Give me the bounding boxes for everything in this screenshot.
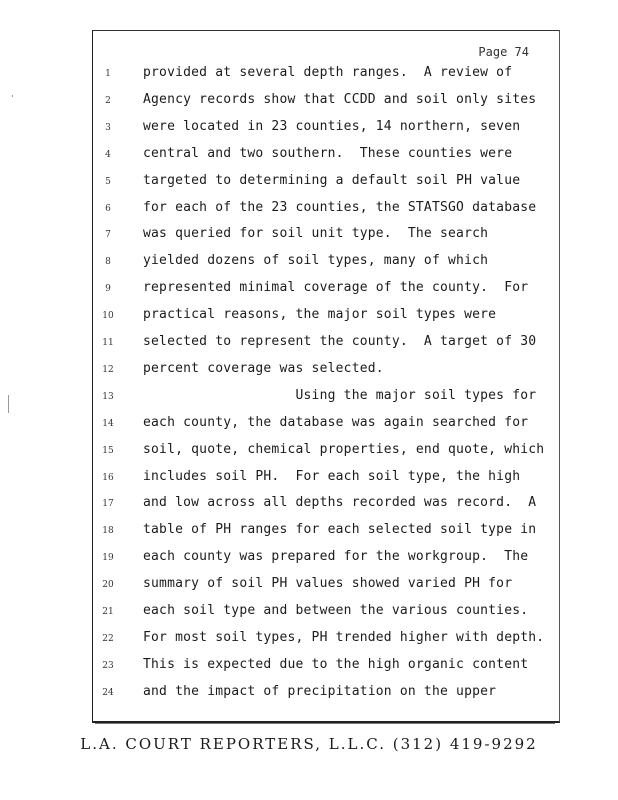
line-number: 21	[102, 607, 114, 617]
transcript-line	[93, 361, 559, 381]
line-number: 13	[102, 391, 114, 402]
transcript-line	[93, 469, 559, 489]
line-text: practical reasons, the major soil types were	[143, 307, 497, 323]
line-number: 24	[102, 687, 114, 698]
frame-bottom-rule	[95, 723, 555, 724]
transcript-page-frame	[92, 30, 560, 723]
line-text: summary of soil PH values showed varied PH for	[143, 576, 513, 592]
line-number: 10	[102, 311, 114, 322]
transcript-line	[93, 200, 559, 220]
line-text: targeted to determining a default soil PH value	[143, 172, 521, 188]
line-text: percent coverage was selected.	[143, 360, 384, 376]
line-number: 8	[105, 257, 111, 268]
line-number: 22	[102, 633, 114, 644]
scan-mark-top	[12, 95, 13, 97]
line-text: and low across all depths recorded was record. A	[143, 495, 537, 511]
line-text: For most soil types, PH trended higher with depth.	[143, 629, 545, 645]
transcript-line	[93, 334, 559, 354]
line-number: 12	[102, 364, 114, 375]
line-number: 15	[102, 445, 114, 456]
transcript-line	[93, 65, 559, 85]
transcript-line	[93, 684, 559, 704]
transcript-line	[93, 603, 559, 623]
line-text: for each of the 23 counties, the STATSGO database	[143, 199, 537, 215]
line-number: 14	[102, 418, 114, 429]
transcript-line	[93, 495, 559, 515]
transcript-line	[93, 253, 559, 273]
transcript-line	[93, 280, 559, 300]
line-number: 5	[105, 176, 111, 187]
transcript-line	[93, 226, 559, 246]
line-text: This is expected due to the high organic content	[143, 656, 529, 672]
line-text: yielded dozens of soil types, many of which	[143, 253, 489, 269]
line-text: were located in 23 counties, 14 northern, seven	[143, 118, 521, 134]
line-text: Using the major soil types for	[143, 387, 537, 403]
transcript-line	[93, 442, 559, 462]
transcript-line	[93, 173, 559, 193]
transcript-line	[93, 415, 559, 435]
line-text: each county was prepared for the workgroup. The	[143, 549, 529, 565]
line-number: 3	[105, 122, 111, 133]
transcript-line	[93, 576, 559, 596]
transcript-line	[93, 146, 559, 166]
court-reporter-footer: L.A. COURT REPORTERS, L.L.C. (312) 419-9292	[80, 735, 538, 753]
line-number: 6	[105, 203, 111, 214]
line-text: includes soil PH. For each soil type, the high	[143, 468, 521, 484]
line-number: 19	[102, 553, 114, 564]
line-number: 4	[105, 149, 111, 160]
transcript-line	[93, 630, 559, 650]
line-text: central and two southern. These counties were	[143, 145, 513, 161]
transcript-line	[93, 549, 559, 569]
line-number: 2	[105, 95, 111, 106]
transcript-line	[93, 119, 559, 139]
line-text: was queried for soil unit type. The search	[143, 226, 489, 242]
line-text: each county, the database was again searched for	[143, 414, 529, 430]
line-number: 16	[102, 472, 114, 483]
line-number: 11	[102, 338, 114, 348]
transcript-line	[93, 307, 559, 327]
line-text: and the impact of precipitation on the upper	[143, 683, 497, 699]
line-text: table of PH ranges for each selected soil type in	[143, 522, 537, 538]
line-number: 20	[102, 580, 114, 591]
line-number: 7	[105, 230, 111, 241]
line-number: 23	[102, 660, 114, 671]
page-number: Page 74	[478, 45, 529, 59]
transcript-line	[93, 657, 559, 677]
line-text: represented minimal coverage of the county. For	[143, 280, 529, 296]
transcript-line	[93, 522, 559, 542]
line-number: 9	[105, 284, 111, 295]
line-text: selected to represent the county. A target of 30	[143, 334, 537, 349]
line-text: each soil type and between the various counties.	[143, 603, 529, 618]
line-text: Agency records show that CCDD and soil only sites	[143, 91, 537, 107]
line-number: 17	[102, 499, 114, 510]
line-text: provided at several depth ranges. A review of	[143, 65, 513, 80]
line-number: 18	[102, 526, 114, 537]
line-number: 1	[105, 69, 111, 79]
transcript-line	[93, 388, 559, 408]
transcript-line	[93, 92, 559, 112]
line-text: soil, quote, chemical properties, end quote, which	[143, 441, 545, 457]
scan-mark-left	[8, 395, 9, 413]
